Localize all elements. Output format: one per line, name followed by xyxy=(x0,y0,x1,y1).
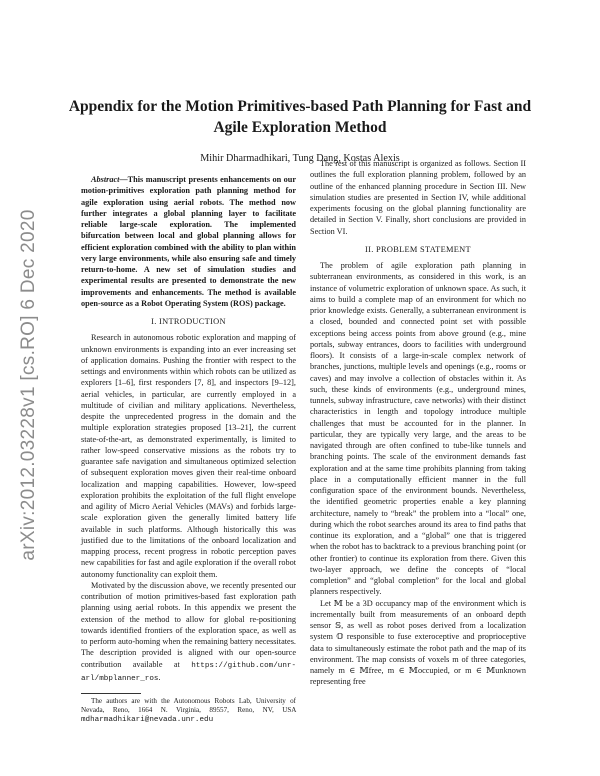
footnote-rule xyxy=(81,693,141,694)
footnote-email[interactable]: mdharmadhikari@nevada.unr.edu xyxy=(81,716,214,724)
intro-paragraph-2-text: Motivated by the discussion above, we recently presented our contribution of motion primitives-based fast exploration path planning using aerial robots. In this appendix we present the extension of the method to allow for global re-positioning towards identified frontiers of the exploration space, as well as to perform auto-homing when the remaining battery necessitates. The description provided is aligned with our open-source contribution available at xyxy=(81,580,296,669)
section-heading-introduction: I. INTRODUCTION xyxy=(151,317,226,326)
problem-paragraph-1: The problem of agile exploration path planning in subterranean environments, as considered in this work, is an instance of volumetric exploration of unknown space. As such, it aims to build a complete map of an environment for which no prior knowledge exists. Generally, a subterranean environment is a closed, bounded and connected point set with possible exceptions being access points from above ground (e.g., mine portals, subway entrances, doors to facilities with underground floors). It consists of a large-in-scale complex network of branches, junctions, multiple levels and openings (e.g., rooms or caves) and may involve a collection of obstacles within it. As such, these kinds of environments (e.g., underground mines, tunnels, subway infrastructure, cave networks) with their distinct characteristics in length and topology introduce multiple challenges that must be accounted for in the planner. In particular, they are typically very large, and the areas to be navigated through are often confined to tube-like tunnels and branching points. The scale of the environment demands fast exploration and at the same time prohibits planning from taking place in a computationally efficient manner in the full configuration space of the environment bounds. Nevertheless, the identified geometric properties enable a key planning architecture, namely to “break” the problem into a “local” one, during which the robot searches around its area to find paths that continue its exploration, and a “global” one that is triggered when the robot has to backtrack to a previous branching point (or other frontier) to continue its exploration from there. Given this two-layer approach, we define the concepts of “local completion” and “global completion” for the local and global planners respectively. xyxy=(310,261,526,597)
footnote-text: The authors are with the Autonomous Robots Lab, University of Nevada, Reno, 1664 N. Virginia, 89557, Reno, NV, USA xyxy=(81,697,296,714)
paper-title: Appendix for the Motion Primitives-based Path Planning for Fast and Agile Exploration Method xyxy=(68,98,532,136)
paper-authors: Mihir Dharmadhikari, Tung Dang, Kostas Alexis xyxy=(200,153,400,164)
abstract-body: —This manuscript presents enhancements on our motion-primitives exploration path planning method for agile exploration using aerial robots. The method now further integrates a global planning layer to facilitate reliable large-scale exploration. The implemented bifurcation between local and global planning allows for efficient exploration combined with the ability to plan within very large environments, while also ensuring safe and timely return-to-home. A new set of simulation studies and experimental results are presented to demonstrate the new improvements and enhancements. The method is available open-source as a Robot Operating System (ROS) package. xyxy=(81,175,296,308)
abstract xyxy=(81,174,296,309)
footnote xyxy=(81,697,296,725)
left-column xyxy=(81,174,296,725)
intro-paragraph-2: Motivated by the discussion above, we recently presented our contribution of motion primitives-based fast exploration path planning using aerial robots. In this appendix we present the extension of the method to allow for global re-positioning towards identified frontiers of the exploration space, as well as to perform auto-homing when the remaining battery necessitates. The description provided is aligned with our open-source contribution available at https://github.com/unr-arl/mbplanner_ros. xyxy=(81,580,296,683)
github-link[interactable]: https://github.com/unr-arl/mbplanner_ros xyxy=(81,661,296,683)
arxiv-stamp xyxy=(14,190,44,580)
abstract-lead: Abstract xyxy=(91,175,120,184)
right-column xyxy=(310,158,526,688)
section-heading-problem-statement: II. PROBLEM STATEMENT xyxy=(365,244,471,254)
problem-paragraph-2: Let 𝕄 be a 3D occupancy map of the environment which is incrementally built from measurements of an onboard depth sensor 𝕊, as well as robot poses derived from a localization system 𝕆 responsible to fuse exteroceptive and proprioceptive data to simultaneously estimate the robot path and the map of its environment. The map consists of voxels m of three categories, namely m ∈ 𝕄free, m ∈ 𝕄occupied, or m ∈ 𝕄unknown representing free xyxy=(310,598,526,687)
intro-paragraph-1: Research in autonomous robotic exploration and mapping of unknown environments is expanding into an ever increasing set of application domains. Pushing the frontier with respect to the settings and environments within which robots can be utilized as explorers [1–6], first responders [7, 8], and inspectors [9–12], aerial vehicles, in particular, are currently employed in a multitude of civilian and military applications. Nevertheless, despite the unprecedented progress in the domain and the multiple exploration strategies proposed [13–21], the current state-of-the-art, as demonstrated experimentally, is limited to rather low-speed conservative missions as the robots try to guarantee safe navigation and simultaneous optimized selection of subsequent exploration moves given their real-time onboard localization and mapping capabilities. However, low-speed exploration prohibits the exploitation of the full flight envelope and agility of Micro Aerial Vehicles (MAVs) and forbids large-scale exploration given the generally limited battery life available in such platforms. Although historically this was justified due to the limitations of the onboard localization and mapping process, recent progress in robotic perception paves new capabilities for fast and agile exploration if the overall robot autonomy functionality can exploit them. xyxy=(81,333,296,579)
arxiv-stamp-text: arXiv:2012.03228v1 [cs.RO] 6 Dec 2020 xyxy=(18,209,39,561)
organization-paragraph: The rest of this manuscript is organized as follows. Section II outlines the full exploration planning problem, followed by an outline of the enhanced planning procedure in Section III. New simulation studies are presented in Section IV, while additional experiments focusing on the global planning functionality are detailed in Section V. Finally, short conclusions are provided in Section VI. xyxy=(310,159,526,236)
